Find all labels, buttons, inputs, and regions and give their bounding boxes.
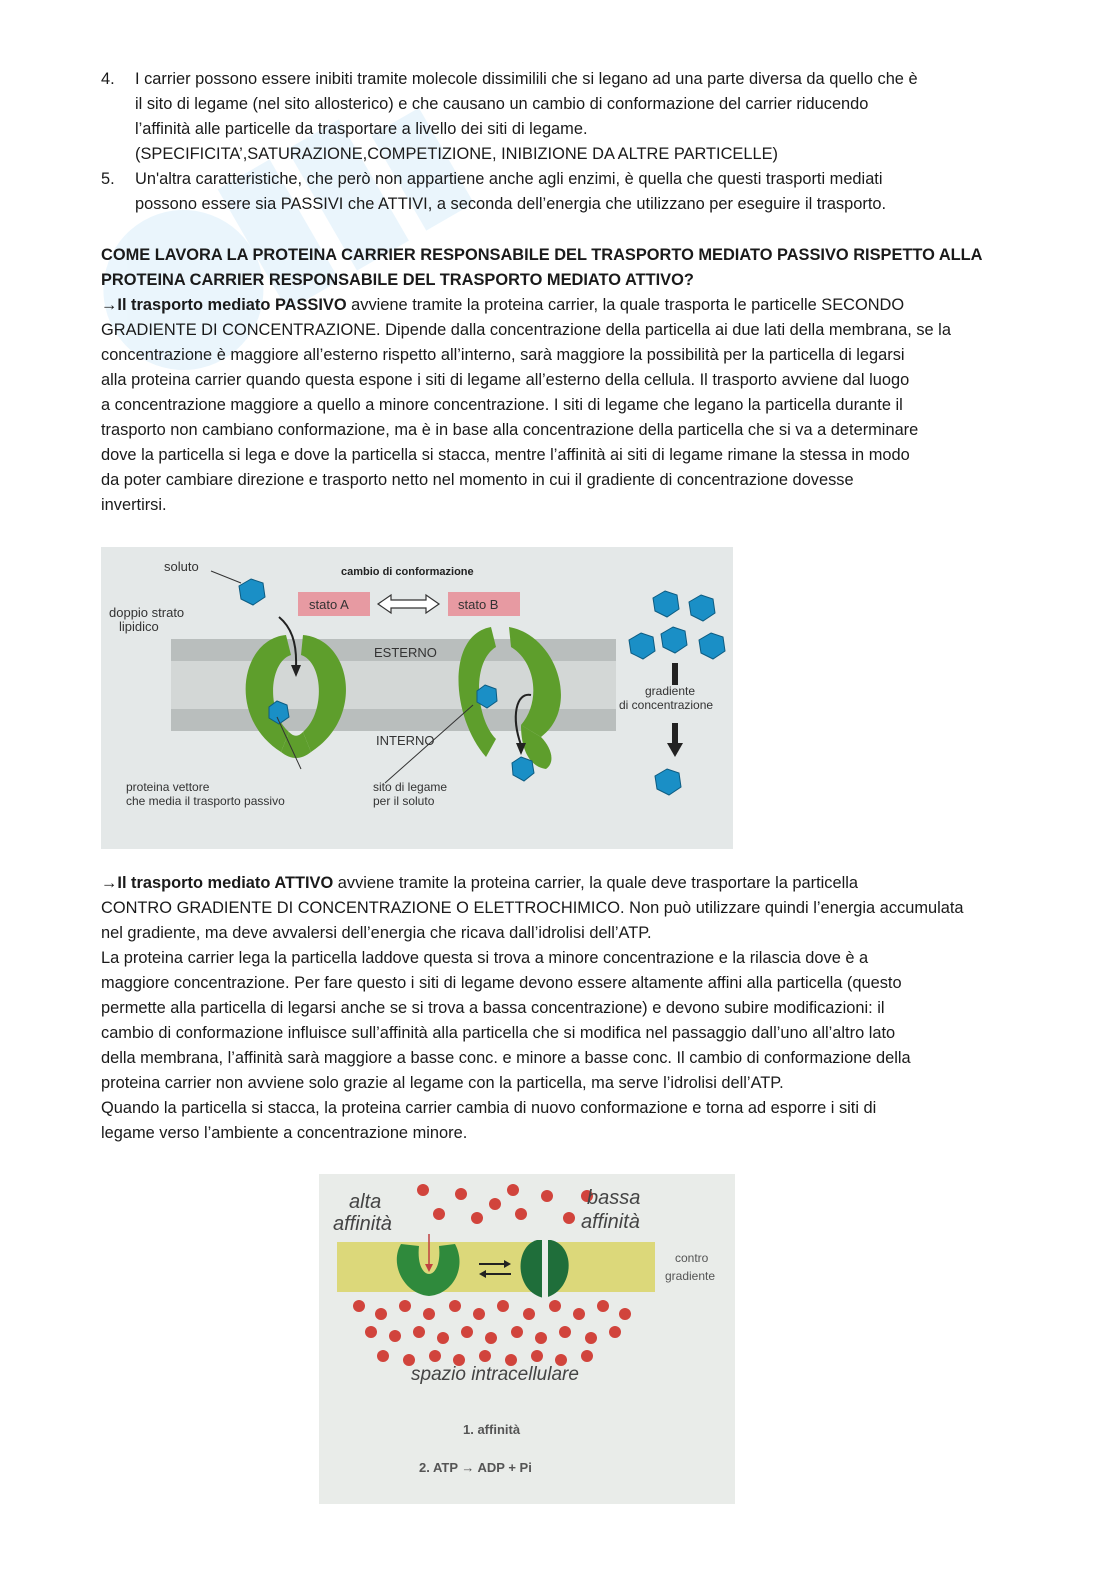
gradient-label: di concentrazione — [619, 698, 714, 712]
inside-label: INTERNO — [376, 733, 435, 748]
text-line: permette alla particella di legarsi anche se si trova a bassa concentrazione) e devono subire modificazioni: il — [101, 999, 885, 1017]
high-affinity-label: affinità — [333, 1213, 392, 1235]
conformation-change-label: cambio di conformazione — [341, 566, 474, 578]
text-line: possono essere sia PASSIVI che ATTIVI, a seconda dell’energia che utilizzano per eseguire il trasporto. — [135, 195, 887, 213]
text-line: della membrana, l’affinità sarà maggiore a basse conc. e minore a basse conc. Il cambio di conformazione della — [101, 1049, 911, 1067]
low-affinity-label: affinità — [581, 1211, 640, 1233]
bilayer-label: lipidico — [119, 619, 159, 634]
text-line: trasporto non cambiano conformazione, ma è in base alla concentrazione della particella che si va a determinare — [101, 421, 919, 439]
intracellular-space-label: spazio intracellulare — [411, 1364, 579, 1385]
text-line: cambio di conformazione influisce sull’affinità alla particella che si modifica nel passaggio dall’uno all’altro lato — [101, 1024, 896, 1042]
passive-transport-paragraph — [101, 293, 1046, 518]
text-line: GRADIENTE DI CONCENTRAZIONE. Dipende dalla concentrazione della particella ai due lati della membrana, se la — [101, 321, 951, 339]
text-line: invertirsi. — [101, 496, 167, 514]
bilayer-label: doppio strato — [109, 605, 185, 620]
text-line: il sito di legame (nel sito allosterico) e che causano un cambio di conformazione del carrier riducendo — [135, 95, 869, 113]
outside-label: ESTERNO — [374, 645, 437, 660]
text-line: avviene tramite la proteina carrier, la quale deve trasportare la particella — [333, 874, 858, 892]
list-number: 4. — [101, 70, 115, 88]
paragraph-lead: →Il trasporto mediato PASSIVO — [101, 296, 347, 314]
text-line: alla proteina carrier quando questa espone i siti di legame all’esterno della cellula. Il trasporto avviene dal luogo — [101, 371, 910, 389]
text-line: a concentrazione maggiore a quello a minore concentrazione. I siti di legame che legano la particella durante il — [101, 396, 903, 414]
text-line: Quando la particella si stacca, la proteina carrier cambia di nuovo conformazione e torna ad esporre i siti di — [101, 1099, 877, 1117]
text-line: (SPECIFICITA’,SATURAZIONE,COMPETIZIONE, INIBIZIONE DA ALTRE PARTICELLE) — [135, 145, 778, 163]
step-atp-label: 2. ATP → ADP + Pi — [419, 1460, 532, 1475]
membrane-band — [337, 1242, 655, 1292]
text-line: l’affinità alle particelle da trasportare a livello dei siti di legame. — [135, 120, 588, 138]
text-line: legame verso l’ambiente a concentrazione minore. — [101, 1124, 468, 1142]
against-gradient-label: contro — [675, 1251, 709, 1265]
list-number: 5. — [101, 170, 115, 188]
characteristics-list — [101, 67, 1046, 217]
step-affinity-label: 1. affinità — [463, 1422, 521, 1437]
protein-label: che media il trasporto passivo — [126, 794, 285, 808]
text-line: I carrier possono essere inibiti tramite molecole dissimilili che si legano ad una parte diversa da quello che è — [135, 70, 918, 88]
list-item — [101, 67, 1046, 167]
state-b-text: stato B — [458, 597, 499, 612]
text-line: nel gradiente, ma deve avvalersi dell’energia che ricava dall’idrolisi dell’ATP. — [101, 924, 652, 942]
paragraph-lead: →Il trasporto mediato ATTIVO — [101, 874, 334, 892]
text-line: La proteina carrier lega la particella laddove questa si trova a minore concentrazione e la rilascia dove è a — [101, 949, 869, 967]
text-line: da poter cambiare direzione e trasporto netto nel momento in cui il gradiente di concentrazione dovesse — [101, 471, 854, 489]
text-line: Un'altra caratteristiche, che però non appartiene anche agli enzimi, è quella che questi trasporti mediati — [135, 170, 883, 188]
text-line: COME LAVORA LA PROTEINA CARRIER RESPONSABILE DEL TRASPORTO MEDIATO PASSIVO RISPETTO ALLA — [101, 246, 983, 264]
text-line: CONTRO GRADIENTE DI CONCENTRAZIONE O ELETTROCHIMICO. Non può utilizzare quindi l’energia accumulata — [101, 899, 964, 917]
low-affinity-label: bassa — [587, 1187, 641, 1209]
binding-site-label: per il soluto — [373, 794, 435, 808]
active-transport-figure — [319, 1174, 735, 1504]
passive-transport-figure — [101, 547, 733, 849]
section-question — [101, 243, 1046, 293]
text-line: proteina carrier non avviene solo grazie al legame con la particella, ma serve l’idrolisi dell’ATP. — [101, 1074, 784, 1092]
binding-site-label: sito di legame — [373, 780, 448, 794]
gradient-label: gradiente — [645, 684, 696, 698]
text-line: PROTEINA CARRIER RESPONSABILE DEL TRASPORTO MEDIATO ATTIVO? — [101, 271, 694, 289]
text-line: maggiore concentrazione. Per fare questo i siti di legame devono essere altamente affini alla particella (questo — [101, 974, 902, 992]
text-line: avviene tramite la proteina carrier, la quale trasporta le particelle SECONDO — [346, 296, 905, 314]
solute-label: soluto — [164, 559, 199, 574]
text-line: concentrazione è maggiore all’esterno rispetto all’interno, sarà maggiore la possibilità per la particella di legarsi — [101, 346, 905, 364]
active-transport-paragraph — [101, 871, 1046, 1146]
text-line: dove la particella si lega e dove la particella si stacca, mentre l’affinità ai siti di legame rimane la stessa in modo — [101, 446, 910, 464]
state-a-text: stato A — [309, 597, 349, 612]
list-item — [101, 167, 1046, 217]
against-gradient-label: gradiente — [665, 1269, 716, 1283]
high-affinity-label: alta — [349, 1191, 382, 1213]
protein-label: proteina vettore — [126, 780, 210, 794]
